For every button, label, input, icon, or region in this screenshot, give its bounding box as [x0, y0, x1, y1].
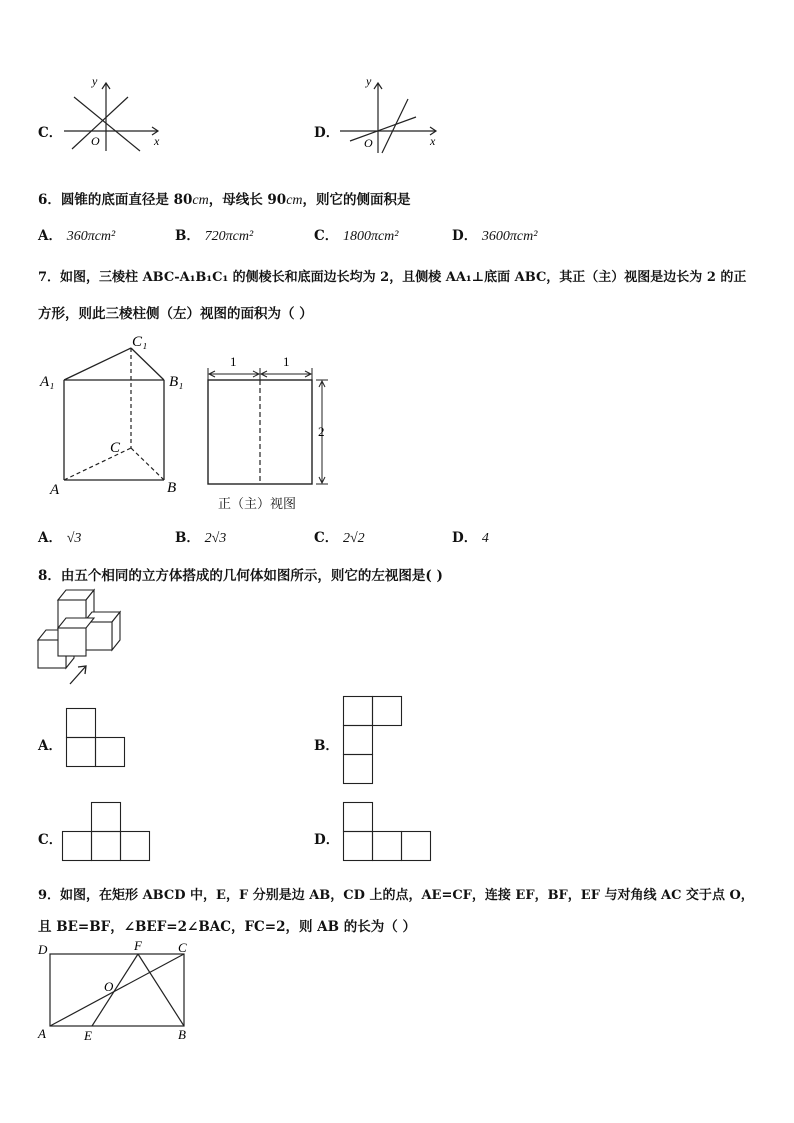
q8-stem: 8．由五个相同的立方体搭成的几何体如图所示，则它的左视图是( ) — [38, 568, 443, 584]
q6-stem: 6．圆锥的底面直径是 80cm，母线长 90cm，则它的侧面积是 — [38, 192, 411, 208]
q7-prism-figure — [36, 330, 196, 500]
q6-option-b: B． 720πcm² — [175, 228, 254, 244]
q5-option-d-label: D． — [314, 125, 340, 141]
q9-stem-line2: 且 BE=BF，∠BEF=2∠BAC，FC=2，则 AB 的长为（ ） — [38, 919, 416, 935]
q7-stem-line1: 7．如图，三棱柱 ABC-A₁B₁C₁ 的侧棱长和底面边长均为 2，且侧棱 AA₁⊥底面 ABC，其正（主）视图是边长为 2 的正 — [38, 270, 747, 285]
q9-label-f: F — [134, 938, 142, 953]
q8-option-c-label: C． — [38, 832, 63, 848]
q7-label-c1: C₁ — [132, 334, 148, 350]
q9-label-c: C — [178, 940, 187, 955]
q5c-origin-label: O — [91, 134, 100, 148]
q5d-x-label: x — [430, 134, 436, 148]
q9-label-b: B — [178, 1027, 186, 1042]
q7-dim-left: 1 — [230, 354, 237, 369]
q7-label-b: B — [167, 480, 177, 496]
q7-option-b: B． 2√3 — [175, 530, 227, 546]
q5c-x-label: x — [154, 134, 160, 148]
q6-option-a: A． 360πcm² — [38, 228, 116, 244]
q7-option-d: D． 4 — [452, 530, 489, 546]
q5c-y-label: y — [92, 74, 98, 88]
q8-option-b-view — [343, 696, 407, 788]
q7-label-b1: B₁ — [169, 374, 184, 390]
q5-option-c-label: C． — [38, 125, 63, 141]
q9-label-e: E — [84, 1028, 92, 1043]
q7-dim-right: 1 — [283, 354, 290, 369]
q7-label-a1: A₁ — [40, 374, 55, 390]
q6-option-c: C． 1800πcm² — [314, 228, 399, 244]
q8-option-a-label: A． — [38, 738, 62, 754]
q8-option-c-view — [62, 802, 154, 866]
q5-option-d-graph — [336, 75, 446, 155]
q5-option-c-graph — [60, 75, 170, 155]
q7-dim-height: 2 — [318, 424, 325, 439]
q8-option-a-view — [66, 708, 130, 772]
q7-label-c: C — [110, 440, 121, 456]
q6-option-d: D． 3600πcm² — [452, 228, 538, 244]
q8-option-b-label: B． — [314, 738, 339, 754]
q9-label-d: D — [38, 942, 48, 957]
q7-option-a: A． √3 — [38, 530, 82, 546]
q5d-origin-label: O — [364, 136, 373, 150]
q5d-y-label: y — [366, 74, 372, 88]
q7-option-c: C． 2√2 — [314, 530, 365, 546]
q9-label-a: A — [38, 1026, 46, 1041]
q8-cube-stack-figure — [36, 586, 136, 690]
q9-rectangle-figure — [36, 938, 196, 1044]
q7-stem-line2: 方形，则此三棱柱侧（左）视图的面积为（ ） — [38, 306, 313, 322]
q7-front-view-caption: 正（主）视图 — [218, 497, 297, 512]
q8-option-d-view — [343, 802, 435, 866]
q9-stem-line1: 9．如图，在矩形 ABCD 中，E，F 分别是边 AB，CD 上的点，AE=CF，连接 EF，BF，EF 与对角线 AC 交于点 O， — [38, 888, 754, 903]
q8-option-d-label: D． — [314, 832, 340, 848]
q7-label-a: A — [50, 482, 60, 498]
q9-label-o: O — [104, 979, 114, 994]
